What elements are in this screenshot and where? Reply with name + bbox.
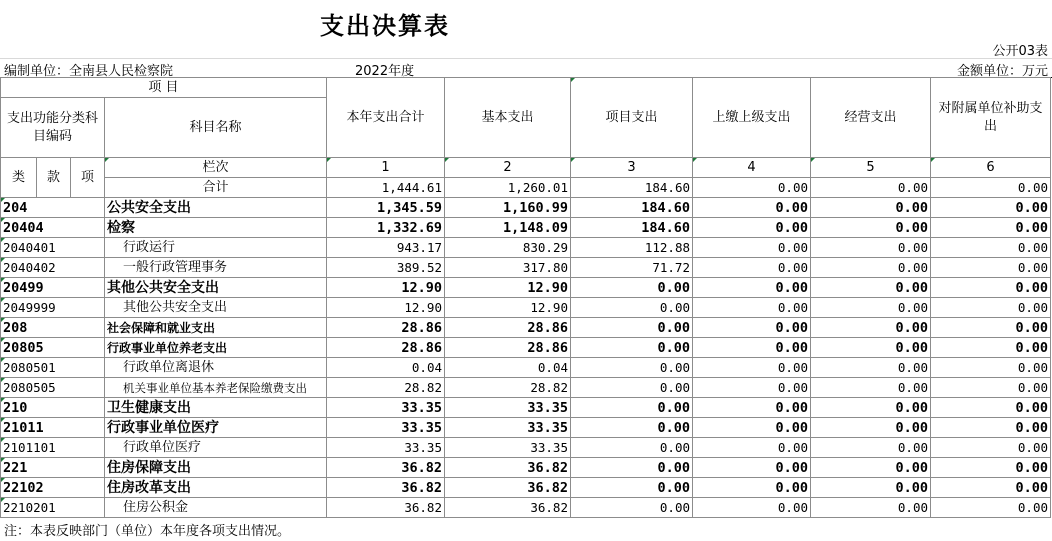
col-num-2: 2 — [445, 158, 571, 178]
row-value-col-6: 0.00 — [931, 398, 1051, 418]
row-value-col-2: 12.90 — [445, 298, 571, 318]
row-value-col-4: 0.00 — [693, 318, 811, 338]
row-value-col-2: 33.35 — [445, 398, 571, 418]
row-value-col-6: 0.00 — [931, 438, 1051, 458]
row-code: 21011 — [1, 418, 105, 438]
row-value-col-3: 184.60 — [571, 218, 693, 238]
row-value-col-2: 33.35 — [445, 418, 571, 438]
row-value-col-5: 0.00 — [811, 498, 931, 518]
row-value-col-6: 0.00 — [931, 458, 1051, 478]
row-value-col-1: 33.35 — [327, 418, 445, 438]
col-num-3: 3 — [571, 158, 693, 178]
row-code: 20805 — [1, 338, 105, 358]
col-header-business: 经营支出 — [811, 78, 931, 158]
header-lei: 类 — [1, 158, 37, 198]
row-value-col-6: 0.00 — [931, 258, 1051, 278]
footnote: 注：本表反映部门（单位）本年度各项支出情况。 — [4, 524, 291, 539]
row-value-col-3: 0.00 — [571, 358, 693, 378]
form-code: 公开03表 — [992, 44, 1048, 59]
row-value-col-3: 0.00 — [571, 478, 693, 498]
row-value-col-2: 0.04 — [445, 358, 571, 378]
row-value-col-1: 28.86 — [327, 338, 445, 358]
row-value-col-5: 0.00 — [811, 358, 931, 378]
row-value-col-5: 0.00 — [811, 378, 931, 398]
total-cell: 1,444.61 — [327, 178, 445, 198]
row-code: 2210201 — [1, 498, 105, 518]
row-value-col-4: 0.00 — [693, 338, 811, 358]
col-num-6: 6 — [931, 158, 1051, 178]
row-value-col-6: 0.00 — [931, 418, 1051, 438]
row-value-col-1: 389.52 — [327, 258, 445, 278]
row-value-col-2: 28.86 — [445, 318, 571, 338]
row-subject-name: 行政单位离退休 — [105, 358, 327, 378]
row-value-col-4: 0.00 — [693, 358, 811, 378]
row-subject-name: 其他公共安全支出 — [105, 298, 327, 318]
table-row — [1, 398, 1051, 418]
row-value-col-6: 0.00 — [931, 238, 1051, 258]
col-num-4: 4 — [693, 158, 811, 178]
row-code: 20499 — [1, 278, 105, 298]
row-code: 22102 — [1, 478, 105, 498]
row-value-col-3: 0.00 — [571, 458, 693, 478]
row-value-col-2: 36.82 — [445, 498, 571, 518]
header-kuan: 款 — [37, 158, 71, 198]
row-subject-name: 检察 — [105, 218, 327, 238]
table-row — [1, 338, 1051, 358]
table-row — [1, 238, 1051, 258]
row-subject-name: 行政事业单位医疗 — [105, 418, 327, 438]
table-row — [1, 278, 1051, 298]
row-value-col-1: 36.82 — [327, 498, 445, 518]
row-code: 2040401 — [1, 238, 105, 258]
row-value-col-6: 0.00 — [931, 198, 1051, 218]
expenditure-table — [0, 77, 1051, 518]
row-value-col-3: 0.00 — [571, 298, 693, 318]
unit-label: 金额单位：万元 — [956, 64, 1048, 79]
header-item: 项 目 — [1, 78, 327, 98]
header-xiang: 项 — [71, 158, 105, 198]
row-value-col-5: 0.00 — [811, 238, 931, 258]
row-value-col-2: 28.82 — [445, 378, 571, 398]
table-row — [1, 418, 1051, 438]
row-value-col-6: 0.00 — [931, 498, 1051, 518]
table-row — [1, 258, 1051, 278]
row-value-col-2: 317.80 — [445, 258, 571, 278]
row-value-col-3: 184.60 — [571, 198, 693, 218]
row-value-col-3: 0.00 — [571, 418, 693, 438]
row-subject-name: 其他公共安全支出 — [105, 278, 327, 298]
row-value-col-3: 0.00 — [571, 438, 693, 458]
total-label: 合计 — [105, 178, 327, 198]
table-row — [1, 298, 1051, 318]
row-value-col-4: 0.00 — [693, 278, 811, 298]
table-row — [1, 358, 1051, 378]
table-row — [1, 318, 1051, 338]
row-code: 2040402 — [1, 258, 105, 278]
row-value-col-1: 28.82 — [327, 378, 445, 398]
row-value-col-2: 1,148.09 — [445, 218, 571, 238]
row-subject-name: 住房公积金 — [105, 498, 327, 518]
row-value-col-6: 0.00 — [931, 378, 1051, 398]
row-value-col-2: 1,160.99 — [445, 198, 571, 218]
row-value-col-4: 0.00 — [693, 258, 811, 278]
row-value-col-4: 0.00 — [693, 458, 811, 478]
row-value-col-2: 830.29 — [445, 238, 571, 258]
row-subject-name: 社会保障和就业支出 — [105, 318, 327, 338]
row-value-col-6: 0.00 — [931, 338, 1051, 358]
row-value-col-5: 0.00 — [811, 438, 931, 458]
table-row — [1, 458, 1051, 478]
row-value-col-5: 0.00 — [811, 218, 931, 238]
col-header-remit: 上缴上级支出 — [693, 78, 811, 158]
row-code: 20404 — [1, 218, 105, 238]
row-subject-name: 机关事业单位基本养老保险缴费支出 — [105, 378, 327, 398]
total-cell: 1,260.01 — [445, 178, 571, 198]
row-value-col-1: 1,345.59 — [327, 198, 445, 218]
table-row — [1, 198, 1051, 218]
row-value-col-2: 36.82 — [445, 478, 571, 498]
row-value-col-1: 943.17 — [327, 238, 445, 258]
col-header-basic: 基本支出 — [445, 78, 571, 158]
row-value-col-4: 0.00 — [693, 498, 811, 518]
row-value-col-1: 36.82 — [327, 458, 445, 478]
total-cell: 184.60 — [571, 178, 693, 198]
row-subject-name: 行政事业单位养老支出 — [105, 338, 327, 358]
row-value-col-4: 0.00 — [693, 298, 811, 318]
row-value-col-3: 0.00 — [571, 338, 693, 358]
row-value-col-4: 0.00 — [693, 378, 811, 398]
row-value-col-3: 0.00 — [571, 278, 693, 298]
row-value-col-4: 0.00 — [693, 418, 811, 438]
col-header-subsidy: 对附属单位补助支出 — [931, 78, 1051, 158]
row-value-col-2: 12.90 — [445, 278, 571, 298]
row-value-col-5: 0.00 — [811, 298, 931, 318]
row-value-col-5: 0.00 — [811, 258, 931, 278]
total-cell: 0.00 — [693, 178, 811, 198]
row-value-col-1: 33.35 — [327, 438, 445, 458]
row-value-col-1: 36.82 — [327, 478, 445, 498]
row-value-col-5: 0.00 — [811, 278, 931, 298]
row-subject-name: 一般行政管理事务 — [105, 258, 327, 278]
table-row — [1, 218, 1051, 238]
row-value-col-5: 0.00 — [811, 458, 931, 478]
row-value-col-2: 33.35 — [445, 438, 571, 458]
row-value-col-6: 0.00 — [931, 278, 1051, 298]
row-code: 204 — [1, 198, 105, 218]
row-value-col-1: 12.90 — [327, 298, 445, 318]
org-label: 编制单位：全南县人民检察院 — [4, 64, 174, 79]
report-meta-bar — [0, 58, 1052, 78]
row-subject-name: 卫生健康支出 — [105, 398, 327, 418]
row-code: 2101101 — [1, 438, 105, 458]
table-row — [1, 378, 1051, 398]
row-value-col-6: 0.00 — [931, 298, 1051, 318]
table-row — [1, 478, 1051, 498]
row-value-col-3: 112.88 — [571, 238, 693, 258]
row-value-col-1: 28.86 — [327, 318, 445, 338]
row-value-col-4: 0.00 — [693, 478, 811, 498]
row-value-col-5: 0.00 — [811, 418, 931, 438]
row-value-col-4: 0.00 — [693, 398, 811, 418]
report-title: 支出决算表 — [320, 12, 450, 40]
row-value-col-5: 0.00 — [811, 478, 931, 498]
row-value-col-3: 0.00 — [571, 398, 693, 418]
total-cell: 0.00 — [931, 178, 1051, 198]
row-value-col-6: 0.00 — [931, 218, 1051, 238]
row-value-col-1: 33.35 — [327, 398, 445, 418]
row-code: 210 — [1, 398, 105, 418]
row-value-col-3: 0.00 — [571, 318, 693, 338]
col-header-total: 本年支出合计 — [327, 78, 445, 158]
row-code: 221 — [1, 458, 105, 478]
row-subject-name: 行政单位医疗 — [105, 438, 327, 458]
header-lanci: 栏次 — [105, 158, 327, 178]
row-value-col-5: 0.00 — [811, 338, 931, 358]
header-subject-name: 科目名称 — [105, 98, 327, 158]
row-subject-name: 住房改革支出 — [105, 478, 327, 498]
row-value-col-1: 1,332.69 — [327, 218, 445, 238]
row-value-col-4: 0.00 — [693, 218, 811, 238]
row-value-col-5: 0.00 — [811, 318, 931, 338]
row-code: 208 — [1, 318, 105, 338]
row-value-col-2: 36.82 — [445, 458, 571, 478]
row-code: 2080501 — [1, 358, 105, 378]
row-subject-name: 住房保障支出 — [105, 458, 327, 478]
row-value-col-3: 0.00 — [571, 378, 693, 398]
row-value-col-5: 0.00 — [811, 398, 931, 418]
row-value-col-4: 0.00 — [693, 198, 811, 218]
row-subject-name: 行政运行 — [105, 238, 327, 258]
row-value-col-3: 71.72 — [571, 258, 693, 278]
row-code: 2049999 — [1, 298, 105, 318]
total-cell: 0.00 — [811, 178, 931, 198]
row-subject-name: 公共安全支出 — [105, 198, 327, 218]
col-num-1: 1 — [327, 158, 445, 178]
col-num-5: 5 — [811, 158, 931, 178]
row-value-col-6: 0.00 — [931, 478, 1051, 498]
row-value-col-3: 0.00 — [571, 498, 693, 518]
row-code: 2080505 — [1, 378, 105, 398]
row-value-col-4: 0.00 — [693, 238, 811, 258]
row-value-col-1: 12.90 — [327, 278, 445, 298]
header-func-code: 支出功能分类科目编码 — [1, 98, 105, 158]
table-row — [1, 498, 1051, 518]
row-value-col-2: 28.86 — [445, 338, 571, 358]
row-value-col-1: 0.04 — [327, 358, 445, 378]
row-value-col-5: 0.00 — [811, 198, 931, 218]
col-header-project: 项目支出 — [571, 78, 693, 158]
row-value-col-4: 0.00 — [693, 438, 811, 458]
table-row — [1, 438, 1051, 458]
year-label: 2022年度 — [355, 64, 415, 79]
row-value-col-6: 0.00 — [931, 318, 1051, 338]
row-value-col-6: 0.00 — [931, 358, 1051, 378]
